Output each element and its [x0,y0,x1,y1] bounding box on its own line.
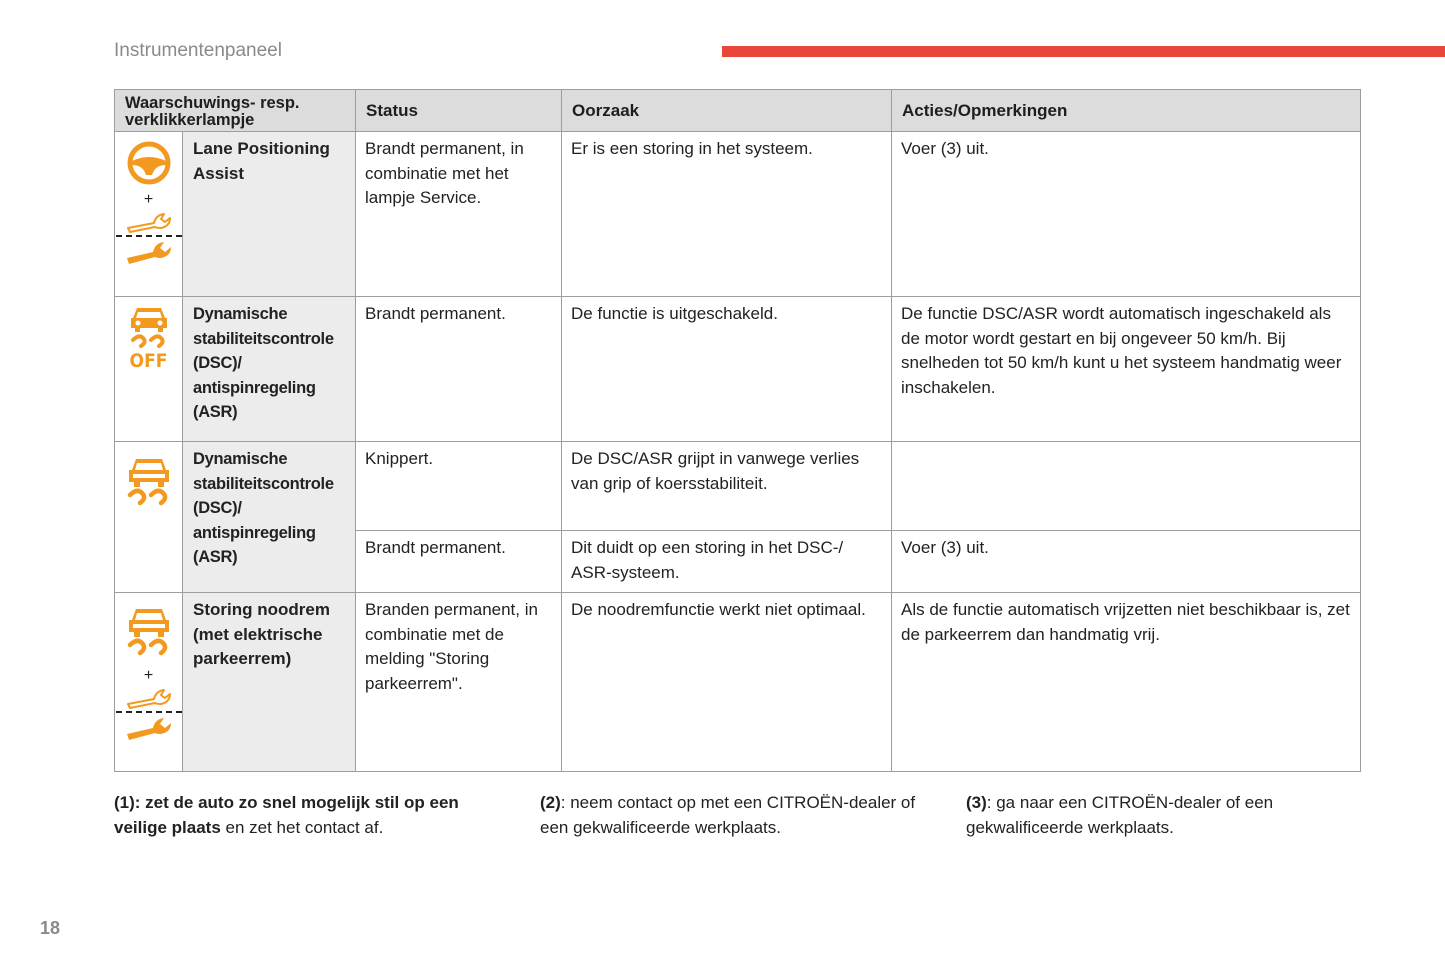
footnote-1: (1): zet de auto zo snel mogelijk stil op een veilige plaats en zet het contact af. [114,793,459,837]
off-label: OFF [129,350,168,372]
status-cell: Knippert. [356,442,562,531]
lamp-icons-cell [115,593,183,772]
action-cell: De functie DSC/ASR wordt automatisch ingeschakeld als de motor wordt gestart en bij ongeveer 50 km/h. Bij snelheden tot 50 km/h kunt u het systeem handmatig weer inschakelen. [892,297,1361,442]
service-wrench-outline-icon [124,211,174,233]
lamp-name-cell: Dynamische stabiliteitscontrole (DSC)/ antispinregeling (ASR) [183,297,356,442]
table-row [115,442,1361,531]
cause-cell: De functie is uitgeschakeld. [562,297,892,442]
lamp-icons-cell [115,442,183,593]
plus-sign: + [143,191,154,208]
cause-cell: De DSC/ASR grijpt in vanwege verlies van grip of koersstabiliteit. [562,442,892,531]
header-lamp: Waarschuwings- resp. verklikkerlampje [115,90,356,132]
page-number: 18 [40,918,61,938]
status-cell: Brandt permanent, in combinatie met het lampje Service. [356,132,562,297]
action-cell [892,442,1361,531]
table-row [115,297,1361,442]
lamp-name-cell: Lane Positioning Assist [183,132,356,297]
header-cause: Oorzaak [562,90,892,132]
service-wrench-outline-icon [124,687,174,709]
lamp-name-cell: Storing noodrem (met elektrische parkeerrem) [183,593,356,772]
dashed-divider [116,235,182,237]
table-row [115,593,1361,772]
lamp-icons-cell [115,132,183,297]
action-cell: Voer (3) uit. [892,531,1361,593]
accent-bar [722,46,1445,57]
status-cell: Brandt permanent. [356,297,562,442]
cause-cell: Dit duidt op een storing in het DSC-/ ASR-systeem. [562,531,892,593]
dsc-asr-off-icon [127,304,171,354]
footnote-2: (2): neem contact op met een CITROËN-dealer of een gekwalificeerde werkplaats. [540,793,916,837]
dashed-divider [116,711,182,713]
plus-sign: + [143,667,154,684]
action-cell: Voer (3) uit. [892,132,1361,297]
steering-wheel-icon [125,141,173,185]
lamp-icons-cell [115,297,183,442]
status-cell: Brandt permanent. [356,531,562,593]
lamp-name-cell: Dynamische stabiliteitscontrole (DSC)/ antispinregeling (ASR) [183,442,356,593]
status-cell: Branden permanent, in combinatie met de melding "Storing parkeerrem". [356,593,562,772]
section-title: Instrumentenpaneel [114,40,282,61]
footnote-3: (3): ga naar een CITROËN-dealer of een gekwalificeerde werkplaats. [966,793,1274,837]
warning-lamp-table [114,89,1361,772]
table-row [115,132,1361,297]
header-status: Status [356,90,562,132]
action-cell: Als de functie automatisch vrijzetten niet beschikbaar is, zet de parkeerrem dan handmatig vrij. [892,593,1361,772]
cause-cell: De noodremfunctie werkt niet optimaal. [562,593,892,772]
service-wrench-filled-icon [124,239,174,265]
header-action: Acties/Opmerkingen [892,90,1361,132]
dsc-asr-icon [124,455,174,511]
service-wrench-filled-icon [124,715,174,741]
dsc-asr-icon [124,605,174,661]
cause-cell: Er is een storing in het systeem. [562,132,892,297]
table-header-row [115,90,1361,132]
